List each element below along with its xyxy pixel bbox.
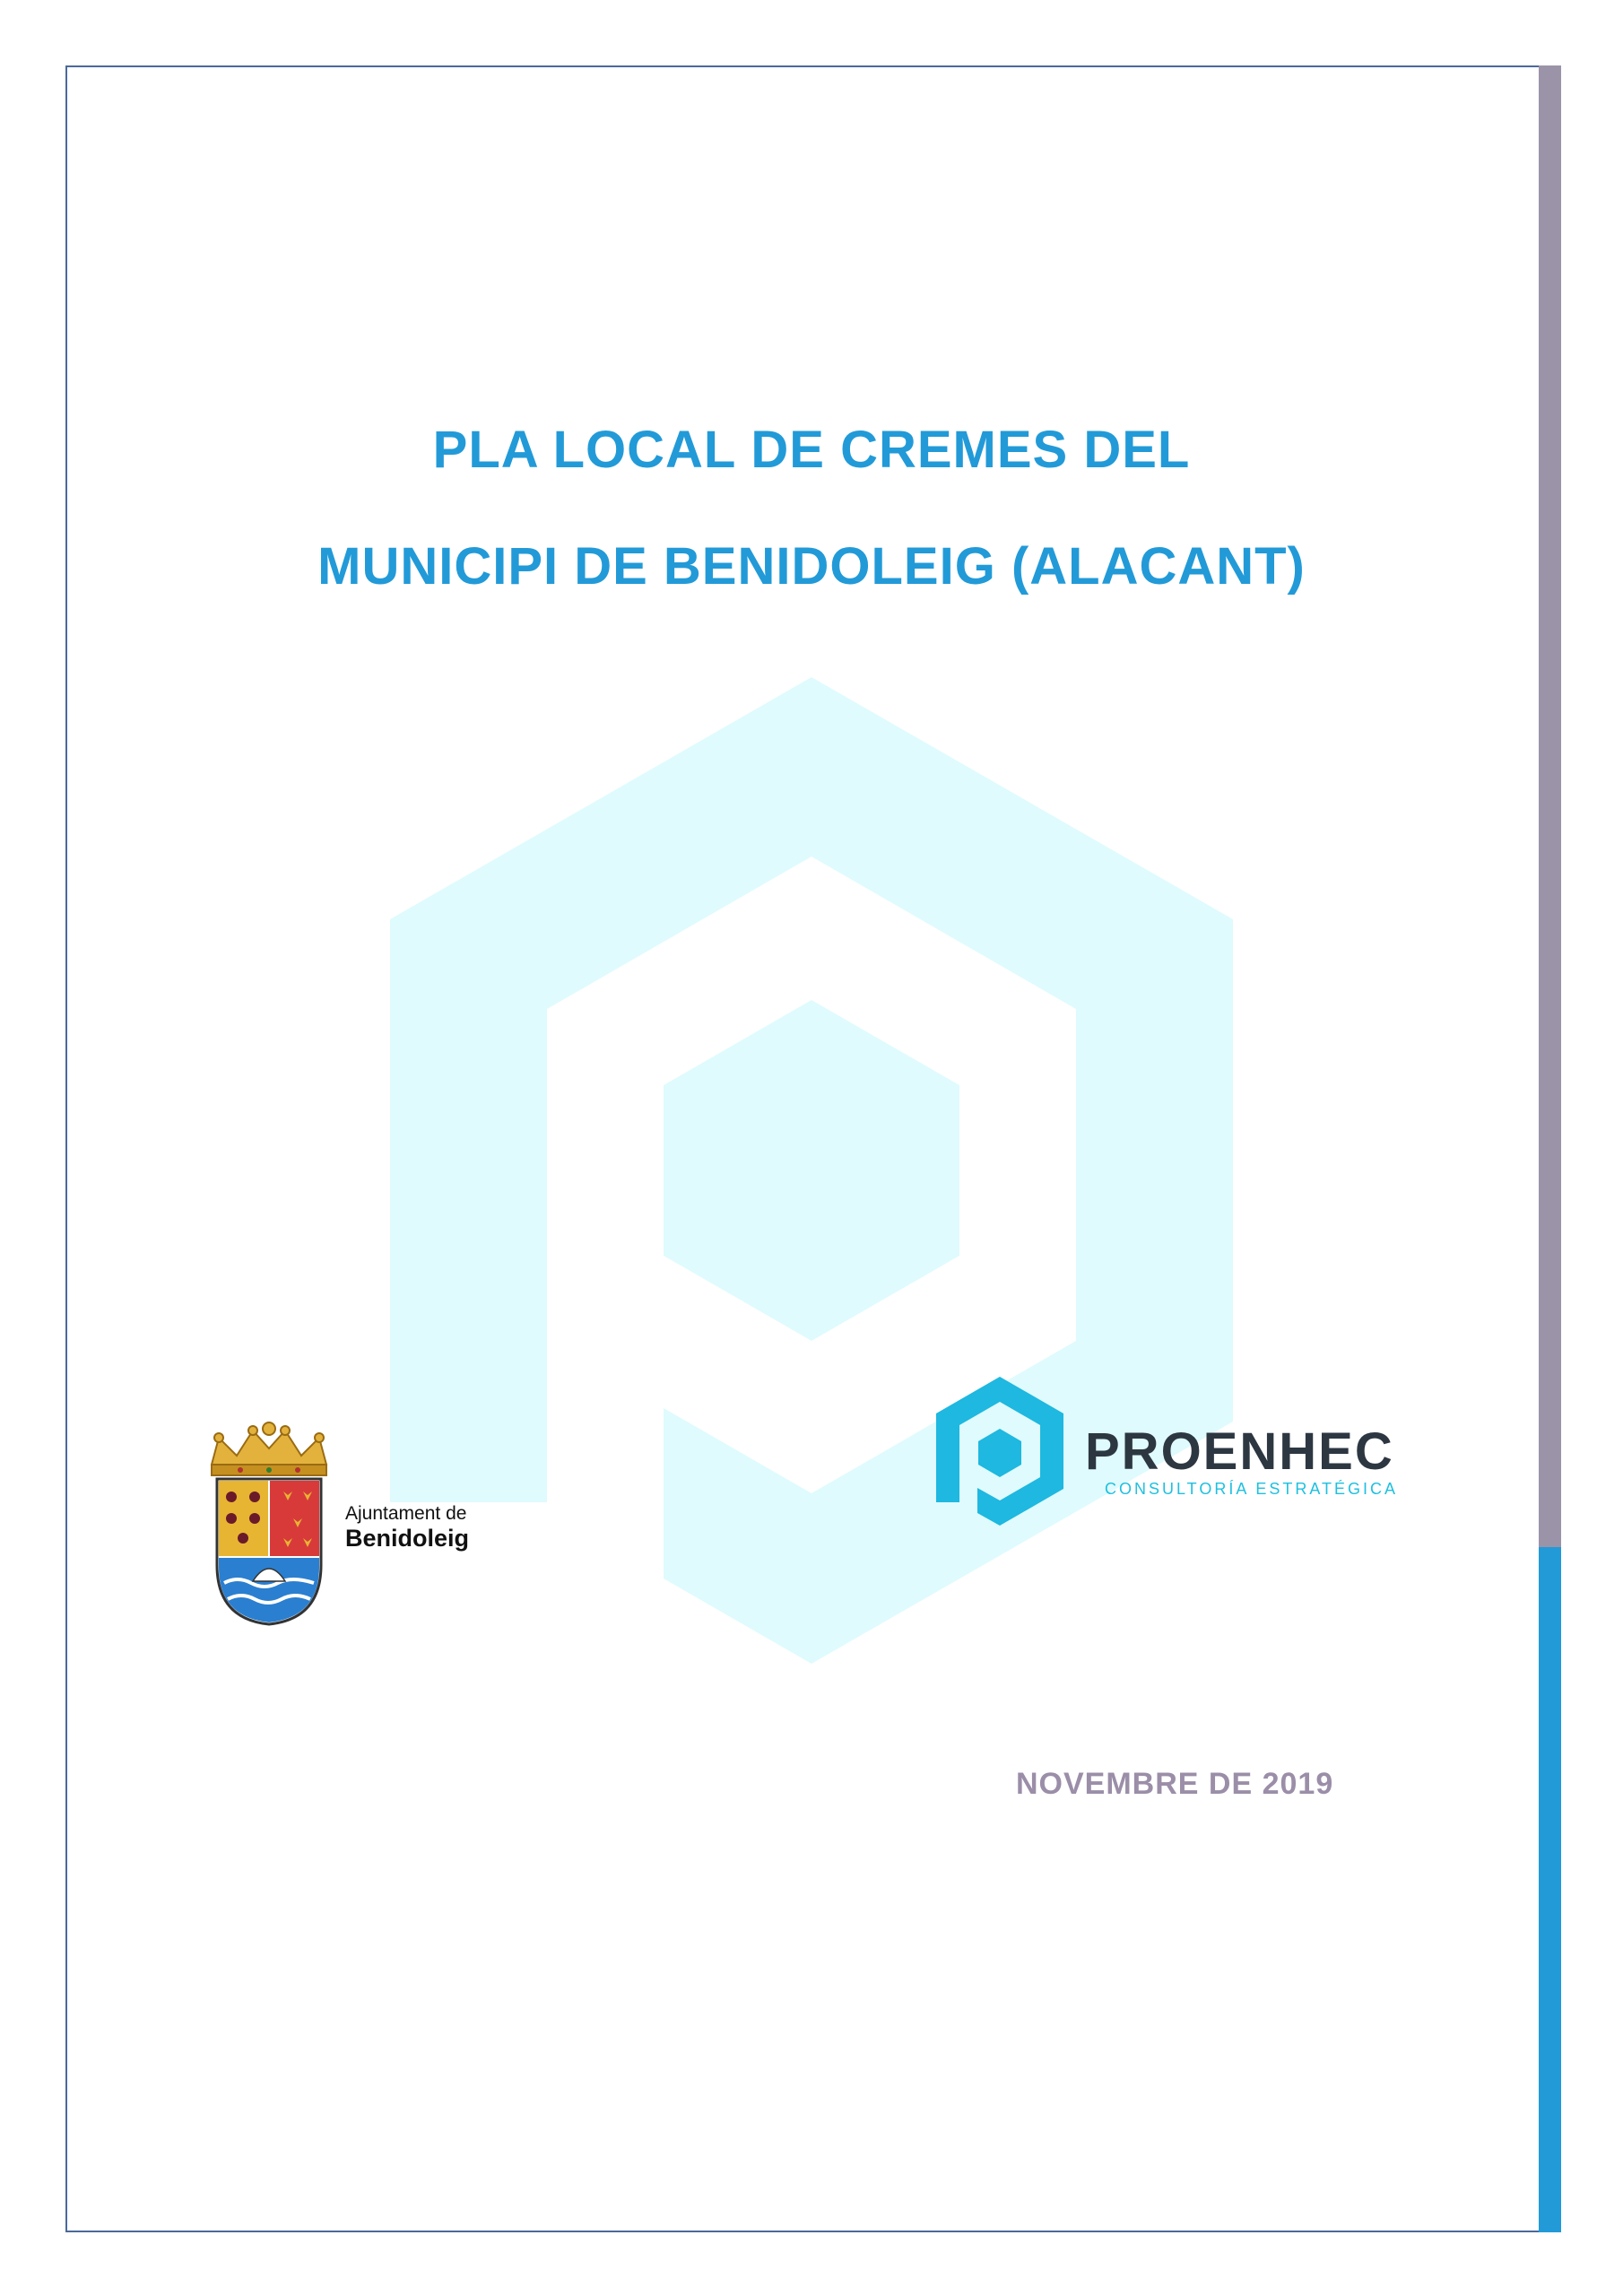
benidoleig-coat-of-arms-icon bbox=[197, 1422, 341, 1628]
watermark-p-logo-icon bbox=[377, 677, 1237, 1664]
side-bar-accent-top bbox=[1539, 65, 1561, 1547]
proenhec-logo-icon bbox=[934, 1377, 1065, 1526]
document-title-line-2: MUNICIPI DE BENIDOLEIG (ALACANT) bbox=[317, 537, 1306, 596]
side-bar-accent-bottom bbox=[1539, 1547, 1561, 2232]
ajuntament-name: Benidoleig bbox=[345, 1525, 470, 1552]
document-title-line-1: PLA LOCAL DE CREMES DEL bbox=[432, 421, 1191, 479]
ajuntament-label: Ajuntament de bbox=[345, 1503, 467, 1524]
proenhec-tagline: CONSULTORÍA ESTRATÉGICA bbox=[1105, 1480, 1399, 1498]
document-date: NOVEMBRE DE 2019 bbox=[1016, 1767, 1334, 1801]
proenhec-company-name: PROENHEC bbox=[1085, 1422, 1394, 1481]
